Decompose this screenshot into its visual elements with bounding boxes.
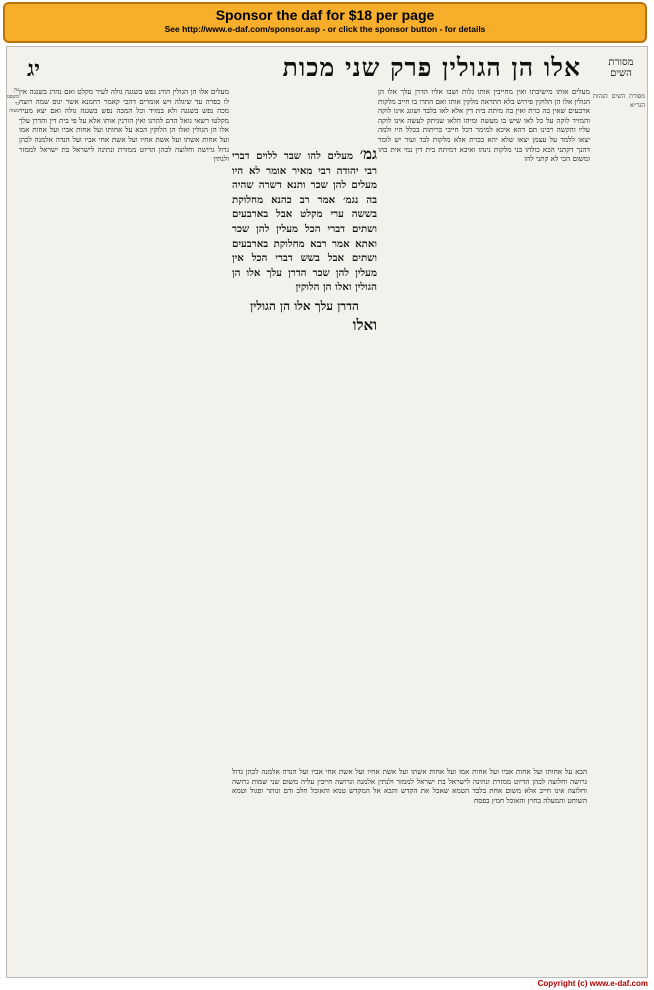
tractate-label: מסורת השים bbox=[608, 57, 634, 79]
sponsor-subtitle[interactable]: See http://www.e-daf.com/sponsor.asp - or click the sponsor button - for details bbox=[164, 24, 486, 34]
rashi-commentary bbox=[19, 87, 229, 587]
sponsor-banner[interactable] bbox=[3, 2, 647, 43]
mishnah-opener: ואלו bbox=[352, 315, 377, 334]
gemara-opener: גמ׳ bbox=[359, 147, 377, 163]
page-title: אלו הן הגולין פרק שני מכות bbox=[282, 53, 581, 82]
ein-mishpat-margin: עין משפט נר מצוה bbox=[7, 87, 19, 114]
gemara-text bbox=[232, 147, 377, 767]
talmud-page bbox=[6, 46, 648, 978]
bottom-text: הבא על אחותו ועל אחות אביו ועל אחות אמו ועל אחות אשתו ועל אשת אחיו ועל אשת אחי אביו ועל הנדה אלמנה לכהן גדול גרושה וחלוצה לכהן הדיוט ממזרת ונתינה לישראל בת ישראל לממזר ולנתין אלמנה וגרושה חייבין עליה משום שני שמות גרושה וחלוצה אינו חייב אלא משום אחת בלבד הטמא שאכל את הקדש והבא אל המקדש טמא והאוכל חלב ודם ונותר ופגול וטמא השוחט והמעלה בחוץ והאוכל חמץ בפסח bbox=[232, 767, 587, 805]
tosafot-text: מעלים אותו מישיבתו ואין מחייבין אותו גלות ושבו אליו הדרן עלך אלו הן הגולין אלו הן הלוקין פירוש בלא התראה מלקין אותו ואם התרו בו חייב מלקות ארבעים שאין בה כרת ואין בה מיתת בית דין אלא לאו בלבד ושוגג אינו לוקה והמזיד לוקה על כל לאו שיש בו מעשה ומיהו הלאו שניתק לעשה אינו לוקה עליו והקשה רבינו תם דהא איכא למימר דכל חייבי כריתות בכלל היו ולמה יצאו ללמד על עצמן יצאו שלא יהא בכרת אלא מלקות לבד ועוד יש לומר דהנך דקתני הכא כולהו בני מלקות נינהו ואיכא דמיתת בית דין נמי אית בהו ומשום הכי לא קתני להו bbox=[378, 87, 590, 164]
rashi-text: מעלים אלו הן הגולין הורג נפש בשגגה גולה לעיר מקלט ואם נהרג בשגגה אין לו כפרה עד שיגלה ויש אומרים דהכי קאמר רחמנא אשר ינוס שמה רוצח מכה נפש בשגגה ולא במזיד וכל המכה נפש בשגגה גולה ואם יצא מעיר מקלטו רשאי גואל הדם להרגו ואין הורגין אותו אלא על פי בית דין והדרן עלך אלו הן הגולין ואלו הן הלוקין הבא על אחותו ועל אחות אביו ועל אחות אמו ועל אחות אשתו ועל אשת אחיו ועל אשת אחי אביו ועל הנדה אלמנה לכהן גדול גרושה וחלוצה לכהן הדיוט ממזרת ונתינה לישראל בת ישראל לממזר ולנתין bbox=[19, 87, 229, 164]
folio-number: יג bbox=[27, 56, 41, 82]
masoret-margin: מסורת השים הגהות הגר״א bbox=[593, 93, 645, 109]
page-header bbox=[7, 53, 647, 87]
sponsor-title[interactable]: Sponsor the daf for $18 per page bbox=[215, 7, 435, 23]
bottom-commentary bbox=[232, 767, 587, 967]
copyright-notice[interactable]: Copyright (c) www.e-daf.com bbox=[537, 979, 648, 988]
hadran-heading: הדרן עלך אלו הן הגולין bbox=[250, 298, 359, 313]
gemara-body: מעלים להו שבר ללוים דברי רבי יהודה רבי מאיר אומר לא היו מעלים להן שכר ותנא דשרה שהיה בה נגמ׳ אמר רב כהנא מחלוקת בששה ערי מקלט אבל בארבעים ושתים דברי הכל מעלין להן שכר ואתא אמר רבא מחלוקת בארבעים ושתים אבל בשש דברי הכל אין מעלין להן שכר הדרן עלך אלו הן הגולין ואלו הן הלוקין bbox=[232, 150, 377, 294]
